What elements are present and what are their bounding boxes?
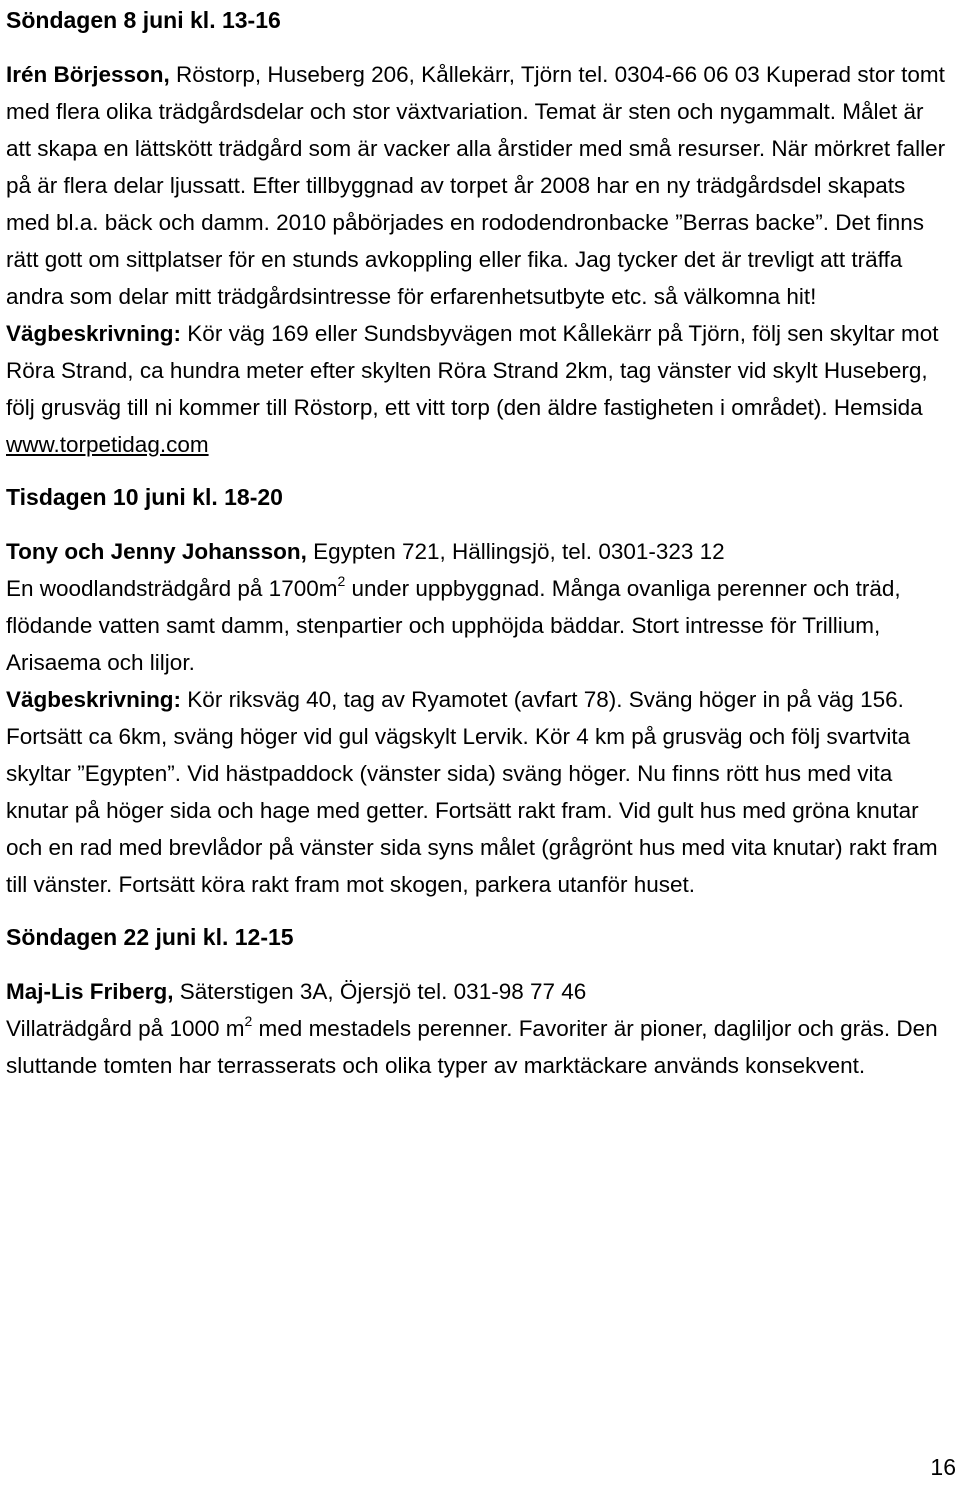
event-heading-3: Söndagen 22 juni kl. 12-15 — [6, 924, 294, 950]
garden-entry-1 — [6, 56, 954, 315]
garden-description-2a: En woodlandsträdgård på 1700m — [6, 576, 338, 601]
event-heading-1: Söndagen 8 juni kl. 13-16 — [6, 7, 281, 33]
directions-2 — [6, 681, 954, 903]
garden-entry-2 — [6, 533, 954, 681]
garden-description-3a: Villaträdgård på 1000 m — [6, 1016, 245, 1041]
host-name-1: Irén Börjesson, — [6, 62, 170, 87]
host-info-2: Egypten 721, Hällingsjö, tel. 0301-323 12 — [306, 539, 725, 564]
host-info-3: Säterstigen 3A, Öjersjö tel. 031-98 77 46 — [173, 979, 587, 1004]
host-name-3: Maj-Lis Friberg, — [6, 979, 174, 1004]
garden-description-3b: med mestadels perenner. Favoriter är pioner, dagliljor och gräs. Den sluttande tomten har terrasserats och olika typer av marktäckare används konsekvent. — [6, 1016, 938, 1078]
page-number: 16 — [930, 1454, 956, 1480]
garden-description-1: Kuperad stor tomt med flera olika trädgårdsdelar och stor växtvariation. Temat är sten och nygammalt. Målet är att skapa en lättskött trädgård som är vacker alla årstider med små resurser. När mörkret faller på är flera delar ljussatt. Efter tillbyggnad av torpet år 2008 har en ny trädgårdsdel skapats med bl.a. bäck och damm. 2010 påbörjades en rododendronbacke ”Berras backe”. Det finns rätt gott om sittplatser för en stunds avkoppling eller fika. Jag tycker det är trevligt att träffa andra som delar mitt trädgårdsintresse för erfarenhetsutbyte etc. så välkomna hit! — [6, 62, 946, 309]
directions-label-1: Vägbeskrivning: — [6, 321, 182, 346]
document-page — [6, 0, 954, 1084]
garden-description-2b: under uppbyggnad. Många ovanliga perenner och träd, flödande vatten samt damm, stenpartier och upphöjda bäddar. Stort intresse för Trillium, Arisaema och liljor. — [6, 576, 901, 675]
directions-label-2: Vägbeskrivning: — [6, 687, 182, 712]
directions-text-1: Kör väg 169 eller Sundsbyvägen mot Kållekärr på Tjörn, följ sen skyltar mot Röra Strand, ca hundra meter efter skylten Röra Strand 2km, tag vänster vid skylt Huseberg, följ grusväg till ni kommer till Röstorp, ett vitt torp (den äldre fastigheten i området). Hemsida — [6, 321, 939, 420]
website-link[interactable]: www.torpetidag.com — [6, 432, 209, 457]
garden-entry-3 — [6, 973, 954, 1084]
directions-text-2: Kör riksväg 40, tag av Ryamotet (avfart 78). Sväng höger in på väg 156. Fortsätt ca 6km, sväng höger vid gul vägskylt Lervik. Kör 4 km på grusväg och följ svartvita skyltar ”Egypten”. Vid hästpaddock (vänster sida) sväng höger. Nu finns rött hus med vita knutar på höger sida och hage med getter. Fortsätt rakt fram. Vid gult hus med gröna knutar och en rad med brevlådor på vänster sida syns målet (grågrönt hus med vita knutar) rakt fram till vänster. Fortsätt köra rakt fram mot skogen, parkera utanför huset. — [6, 687, 938, 897]
directions-1 — [6, 315, 954, 463]
host-name-2: Tony och Jenny Johansson, — [6, 539, 307, 564]
superscript-3: 2 — [244, 1013, 253, 1029]
host-info-1: Röstorp, Huseberg 206, Kållekärr, Tjörn tel. 0304-66 06 03 — [169, 62, 760, 87]
event-heading-2: Tisdagen 10 juni kl. 18-20 — [6, 484, 283, 510]
superscript-2: 2 — [337, 573, 346, 589]
